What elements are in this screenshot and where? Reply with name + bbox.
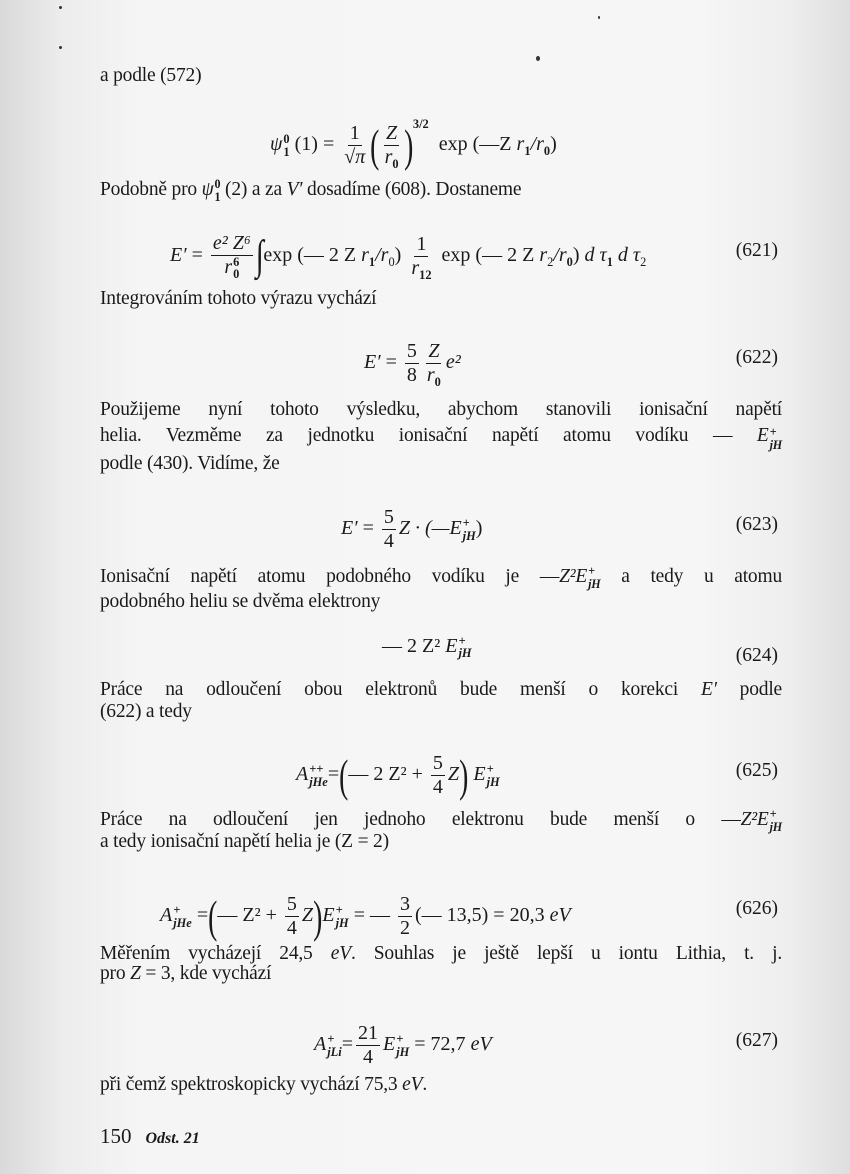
paragraph-6-line-2: a tedy ionisační napětí helia je (Z = 2) [100, 831, 389, 852]
scan-speck [59, 6, 62, 9]
paragraph-5-line-2: (622) a tedy [100, 701, 192, 722]
paragraph-8: při čemž spektroskopicky vychází 75,3 eV. [100, 1074, 428, 1095]
equation-number-625: (625) [735, 760, 778, 781]
paragraph-7-line-1: Měřením vycházejí 24,5 eV. Souhlas je ještě lepší u iontu Lithia, t. j. [100, 943, 782, 964]
page-footer [100, 1124, 200, 1149]
equation-627: A + jLi = $\frac{21}{4}$ E + jH = 72,7 eV [314, 1022, 492, 1068]
equation-number-621: (621) [735, 240, 778, 261]
scan-speck [59, 46, 62, 49]
equation-624: — 2 Z² E + jH [382, 634, 472, 661]
equation-625: A ++ jHe =(— 2 Z² + $\frac{5}{4}$ Z) E + jH [296, 749, 500, 801]
equation-622: E′ = $\frac{5}{8}$ $\frac{Z}{r_0}$ e² [364, 340, 461, 389]
scan-speck [598, 16, 600, 19]
paragraph-6-line-1: Práce na odloučení jen jednoho elektronu bude menší o —Z²E + jH [100, 807, 782, 834]
equation-623: E′ = $\frac{5}{4}$ Z · (—E + jH ) [341, 506, 483, 552]
paragraph-4-line-1: Ionisační napětí atomu podobného vodíku je —Z²E + jH a tedy u atomu [100, 564, 782, 591]
paragraph-5-line-1: Práce na odloučení obou elektronů bude menší o korekci E′ podle [100, 679, 783, 700]
paragraph-intro: a podle (572) [100, 65, 202, 86]
equation-number-622: (622) [735, 347, 778, 368]
page-number: 150 [100, 1124, 132, 1148]
paragraph-4-line-2: podobného heliu se dvěma elektrony [100, 591, 381, 612]
section-label: Odst. 21 [145, 1130, 200, 1147]
equation-626: A + jHe =(— Z² + $\frac{5}{4}$ Z)E + jH = — $\frac{3}{2}$ (— 13,5) = 20,3 eV [160, 890, 571, 942]
paragraph-1: Podobně pro ψ 0 1 (2) a za V′ dosadíme (608). Dostaneme [100, 177, 522, 204]
equation-psi: ψ 0 1 (1) = $\frac{1}{√\pi}$ ( $\frac{Z}{r_0}$ )$^{3/2}$ exp (—Z $r_1/r_0$) [270, 117, 557, 171]
paragraph-7-line-2: pro Z = 3, kde vychází [100, 963, 272, 984]
psi-symbol: ψ [270, 133, 283, 156]
paragraph-3-line-1: Použijeme nyní tohoto výsledku, abychom stanovili ionisační napětí [100, 399, 782, 420]
equation-621: E′ = e² Z⁶ r 6 0 ∫exp (— 2 Z $r_1/r_0$) $\frac{1}{r_{12}}$ exp (— 2 Z $r_2/r_0$) d $\tau_1$ d $\tau_2$ [170, 232, 647, 282]
scan-speck [536, 56, 540, 61]
equation-number-623: (623) [735, 514, 778, 535]
equation-number-626: (626) [735, 898, 778, 919]
paragraph-3-line-3: podle (430). Vidíme, že [100, 453, 280, 474]
paragraph-3-line-2: helia. Vezměme za jednotku ionisační napětí atomu vodíku — E + jH [100, 425, 782, 452]
equation-number-627: (627) [735, 1030, 778, 1051]
paragraph-2: Integrováním tohoto výrazu vychází [100, 288, 377, 309]
equation-number-624: (624) [735, 645, 778, 666]
